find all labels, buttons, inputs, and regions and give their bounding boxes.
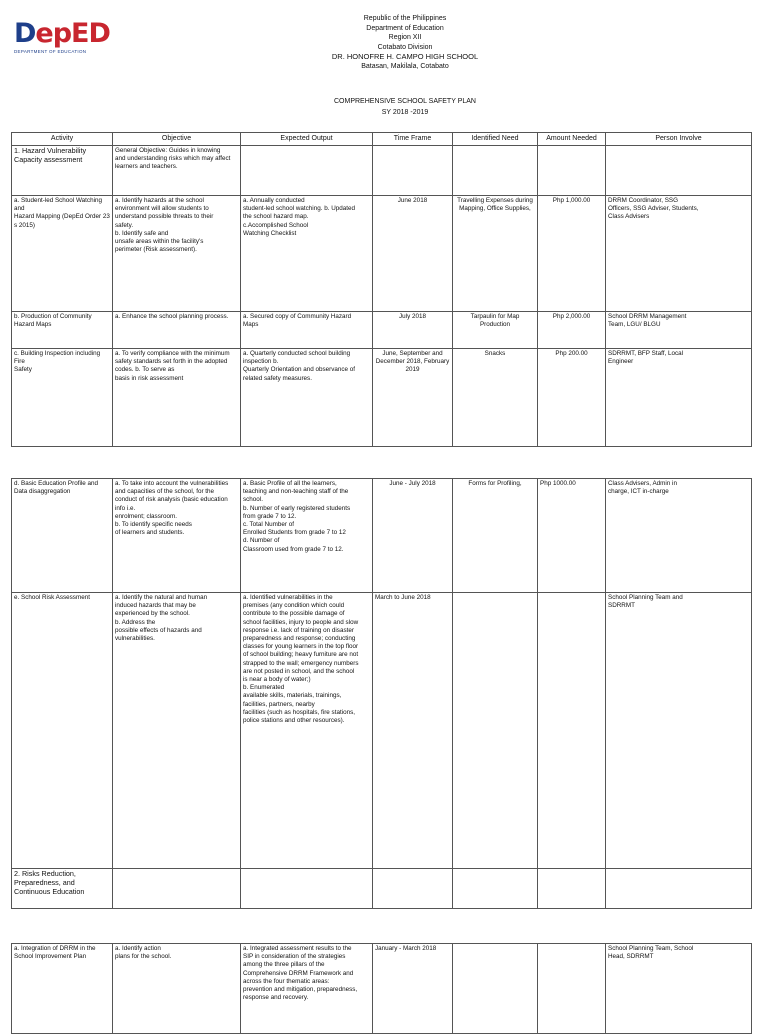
objective-cell: a. Identify hazards at the school environment will allow students to understand possible threats to their safety. b. Identify safe and unsafe areas within the facility's perimeter (Risk assessment). (113, 196, 241, 312)
header-line: Republic of the Philippines (363, 15, 447, 22)
activity-cell: e. School Risk Assessment (12, 593, 113, 869)
time-frame-cell (373, 146, 453, 196)
logo-tagline: DEPARTMENT OF EDUCATION (14, 49, 87, 54)
time-frame-cell (373, 869, 453, 909)
table-row (12, 869, 752, 909)
table-row (12, 146, 752, 196)
objective-cell: a. Identify the natural and human induced hazards that may be experienced by the school. b. Address the possible effects of hazards and vulnerabilities. (113, 593, 241, 869)
output-cell: a. Annually conducted student-led school watching. b. Updated the school hazard map. c.Accomplished School Watching Checklist (241, 196, 373, 312)
amount-cell (538, 146, 606, 196)
objective-cell: General Objective: Guides in knowing and understanding risks which may affect learners and teachers. (113, 146, 241, 196)
table-header-row (12, 133, 752, 146)
activity-cell: d. Basic Education Profile and Data disaggregation (12, 479, 113, 593)
person-cell: School Planning Team and SDRRMT (606, 593, 752, 869)
need-cell (453, 146, 538, 196)
school-year: SY 2018 -2019 (381, 108, 429, 116)
logo-letter-d: D (14, 18, 36, 49)
safety-plan-table-3 (11, 943, 752, 1034)
person-cell: School DRRM Management Team, LGU/ BLGU (606, 312, 752, 349)
table-row (12, 312, 752, 349)
table-row (12, 479, 752, 593)
amount-cell (538, 944, 606, 1034)
amount-cell (538, 593, 606, 869)
table-row (12, 944, 752, 1034)
plan-title: COMPREHENSIVE SCHOOL SAFETY PLAN (334, 98, 476, 105)
activity-cell: a. Student-led School Watching and Hazard Mapping (DepEd Order 23 s 2015) (12, 196, 113, 312)
output-cell: a. Identified vulnerabilities in the premises (any condition which could contribute to the possible damage of school facilities, injury to people and slow response i.e. lack of training on disaster preparedness and response; conducting classes for young learners in the top floor of school building; heavy furniture are not strapped to the wall; emergency numbers are not posted in school, and the school is near a body of water;) b. Enumerated available skills, materials, trainings, facilities, partners, nearby facilities (such as hospitals, fire stations, police stations and other resources). (241, 593, 373, 869)
school-name: DR. HONOFRE H. CAMPO HIGH SCHOOL (331, 52, 479, 62)
amount-cell (538, 869, 606, 909)
output-cell: a. Quarterly conducted school building inspection b. Quarterly Orientation and observance of related safety measures. (241, 349, 373, 447)
output-cell (241, 869, 373, 909)
objective-cell: a. Enhance the school planning process. (113, 312, 241, 349)
column-header-objective: Objective (113, 133, 241, 146)
header-line: Region XII (388, 34, 422, 42)
need-cell: Forms for Profiling, (453, 479, 538, 593)
person-cell: Class Advisers, Admin in charge, ICT in-charge (606, 479, 752, 593)
output-cell (241, 146, 373, 196)
person-cell (606, 146, 752, 196)
objective-cell: a. To take into account the vulnerabilities and capacities of the school, for the conduct of risk analysis (basic education info i.e. enrolment; classroom. b. To identify specific needs of learners and students. (113, 479, 241, 593)
amount-cell: Php 1,000.00 (538, 196, 606, 312)
time-frame-cell: March to June 2018 (373, 593, 453, 869)
document-header (240, 14, 570, 72)
amount-cell: Php 1000.00 (538, 479, 606, 593)
safety-plan-table-2 (11, 478, 752, 909)
time-frame-cell: June 2018 (373, 196, 453, 312)
objective-cell: a. To verify compliance with the minimum safety standards set forth in the adopted codes. b. To serve as basis in risk assessment (113, 349, 241, 447)
header-line: Cotabato Division (377, 43, 433, 51)
objective-cell: a. Identify action plans for the school. (113, 944, 241, 1034)
deped-logo (14, 18, 110, 54)
column-header-identified-need: Identified Need (453, 133, 538, 146)
header-line: Department of Education (366, 24, 444, 32)
output-cell: a. Secured copy of Community Hazard Maps (241, 312, 373, 349)
table-row (12, 593, 752, 869)
objective-cell (113, 869, 241, 909)
need-cell: Tarpaulin for Map Production (453, 312, 538, 349)
person-cell (606, 869, 752, 909)
need-cell (453, 869, 538, 909)
amount-cell: Php 2,000.00 (538, 312, 606, 349)
activity-cell: a. Integration of DRRM in the School Improvement Plan (12, 944, 113, 1034)
time-frame-cell: January - March 2018 (373, 944, 453, 1034)
need-cell: Travelling Expenses during Mapping, Office Supplies, (453, 196, 538, 312)
column-header-amount-needed: Amount Needed (538, 133, 606, 146)
need-cell (453, 944, 538, 1034)
table-row (12, 196, 752, 312)
time-frame-cell: June, September and December 2018, February 2019 (373, 349, 453, 447)
column-header-person-involve: Person Involve (606, 133, 752, 146)
table-row (12, 349, 752, 447)
school-address: Batasan, Makilala, Cotabato (361, 62, 449, 70)
activity-cell: 1. Hazard Vulnerability Capacity assessment (12, 146, 113, 196)
activity-cell: b. Production of Community Hazard Maps (12, 312, 113, 349)
logo-text: epED (35, 18, 110, 49)
output-cell: a. Integrated assessment results to the SIP in consideration of the strategies among the three pillars of the Comprehensive DRRM Framework and across the four thematic areas: prevention and mitigation, preparedness, response and recovery. (241, 944, 373, 1034)
column-header-activity: Activity (12, 133, 113, 146)
need-cell (453, 593, 538, 869)
document-title (240, 97, 570, 118)
safety-plan-table-1 (11, 132, 752, 447)
time-frame-cell: June - July 2018 (373, 479, 453, 593)
time-frame-cell: July 2018 (373, 312, 453, 349)
need-cell: Snacks (453, 349, 538, 447)
column-header-expected-output: Expected Output (241, 133, 373, 146)
person-cell: School Planning Team, School Head, SDRRMT (606, 944, 752, 1034)
person-cell: SDRRMT, BFP Staff, Local Engineer (606, 349, 752, 447)
activity-cell: 2. Risks Reduction, Preparedness, and Continuous Education (12, 869, 113, 909)
activity-cell: c. Building Inspection including Fire Safety (12, 349, 113, 447)
column-header-time-frame: Time Frame (373, 133, 453, 146)
person-cell: DRRM Coordinator, SSG Officers, SSG Adviser, Students, Class Advisers (606, 196, 752, 312)
amount-cell: Php 200.00 (538, 349, 606, 447)
output-cell: a. Basic Profile of all the learners, teaching and non-teaching staff of the school. b. Number of early registered students from grade 7 to 12. c. Total Number of Enrolled Students from grade 7 to 12 d. Number of Classroom used from grade 7 to 12. (241, 479, 373, 593)
